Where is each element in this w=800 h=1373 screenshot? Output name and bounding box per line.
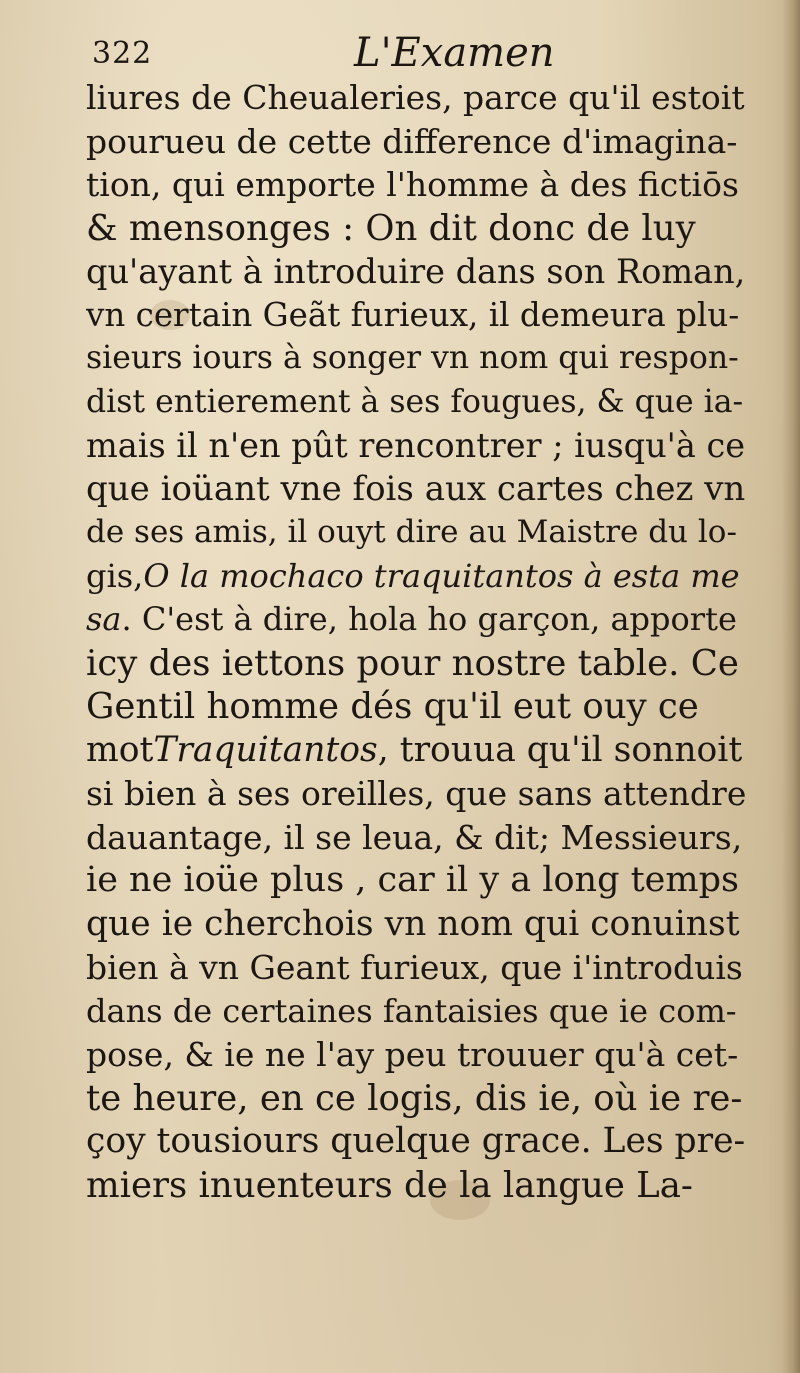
- text-line: [86, 555, 746, 599]
- text-span: qu'ayant à introduire dans son Roman,: [86, 252, 746, 291]
- text-line: [86, 424, 746, 468]
- text-span: miers inuenteurs de la langue La-: [86, 1164, 693, 1206]
- text-span: icy des iettons pour nostre table. Ce: [86, 642, 739, 684]
- text-span: dauantage, il se leua, & dit; Messieurs,: [86, 817, 743, 857]
- text-span: tion, qui emporte l'homme à des fictiōs: [86, 165, 739, 204]
- text-line: [86, 294, 746, 338]
- text-span: si bien à ses oreilles, que sans attendre: [86, 774, 746, 813]
- page-number: 322: [92, 36, 153, 71]
- text-span: bien à vn Geant furieux, que i'introduis: [86, 948, 743, 987]
- text-span: mais il n'en pût rencontrer ; iusqu'à ce: [86, 426, 746, 465]
- text-span: pourueu de cette difference d'imagina-: [86, 121, 738, 161]
- text-span: . C'est à dire, hola ho garçon, apporte: [121, 600, 737, 638]
- text-line: [86, 76, 746, 120]
- text-line: [86, 685, 746, 729]
- text-line: [86, 250, 746, 294]
- text-line: [86, 816, 746, 860]
- text-span: dans de certaines fantaisies que ie com-: [86, 991, 737, 1030]
- text-line: [86, 729, 746, 773]
- text-line: [86, 598, 746, 642]
- text-line: [86, 990, 746, 1034]
- text-line: [86, 120, 746, 164]
- text-line: [86, 381, 746, 425]
- text-span: vn certain Geãt furieux, il demeura plu-: [86, 295, 740, 334]
- text-line: [86, 946, 746, 990]
- running-title: L'Examen: [354, 30, 555, 76]
- text-span: , trouua qu'il sonnoit: [377, 729, 743, 770]
- body-text: [86, 76, 746, 1207]
- text-span: dist entierement à ses fougues, & que ia-: [86, 383, 744, 420]
- italic-span: O la mochaco traquitantos à esta me: [143, 556, 740, 595]
- text-line: [86, 903, 746, 947]
- text-line: [86, 772, 746, 816]
- text-span: de ses amis, il ouyt dire au Maistre du lo-: [86, 514, 737, 550]
- text-span: pose, & ie ne l'ay peu trouuer qu'à cet-: [86, 1035, 739, 1074]
- text-line: [86, 468, 746, 512]
- text-line: [86, 511, 746, 555]
- text-line: [86, 1077, 746, 1121]
- text-span: Gentil homme dés qu'il eut ouy ce: [86, 686, 699, 727]
- text-span: que ie cherchois vn nom qui conuinst: [86, 903, 740, 944]
- italic-span: Traquitantos: [153, 729, 378, 770]
- text-span: gis,: [86, 556, 144, 595]
- text-line: [86, 1120, 746, 1164]
- text-span: ie ne ioüe plus , car il y a long temps: [86, 860, 739, 900]
- text-span: & mensonges : On dit donc de luy: [86, 207, 696, 249]
- text-line: [86, 642, 746, 686]
- text-span: sieurs iours à songer vn nom qui respon-: [86, 340, 739, 376]
- text-span: que ioüant vne fois aux cartes chez vn: [86, 468, 746, 509]
- text-line: [86, 1033, 746, 1077]
- text-line: [86, 337, 746, 381]
- italic-span: sa: [86, 600, 122, 638]
- text-line: [86, 207, 746, 251]
- text-span: te heure, en ce logis, dis ie, où ie re-: [86, 1077, 743, 1119]
- page-edge-shadow: [782, 0, 800, 1373]
- text-line: [86, 859, 746, 903]
- text-span: liures de Cheualeries, parce qu'il estoit: [86, 78, 745, 117]
- text-line: [86, 163, 746, 207]
- text-span: mot: [86, 729, 154, 770]
- text-span: çoy tousiours quelque grace. Les pre-: [86, 1121, 746, 1161]
- text-line: [86, 1164, 746, 1208]
